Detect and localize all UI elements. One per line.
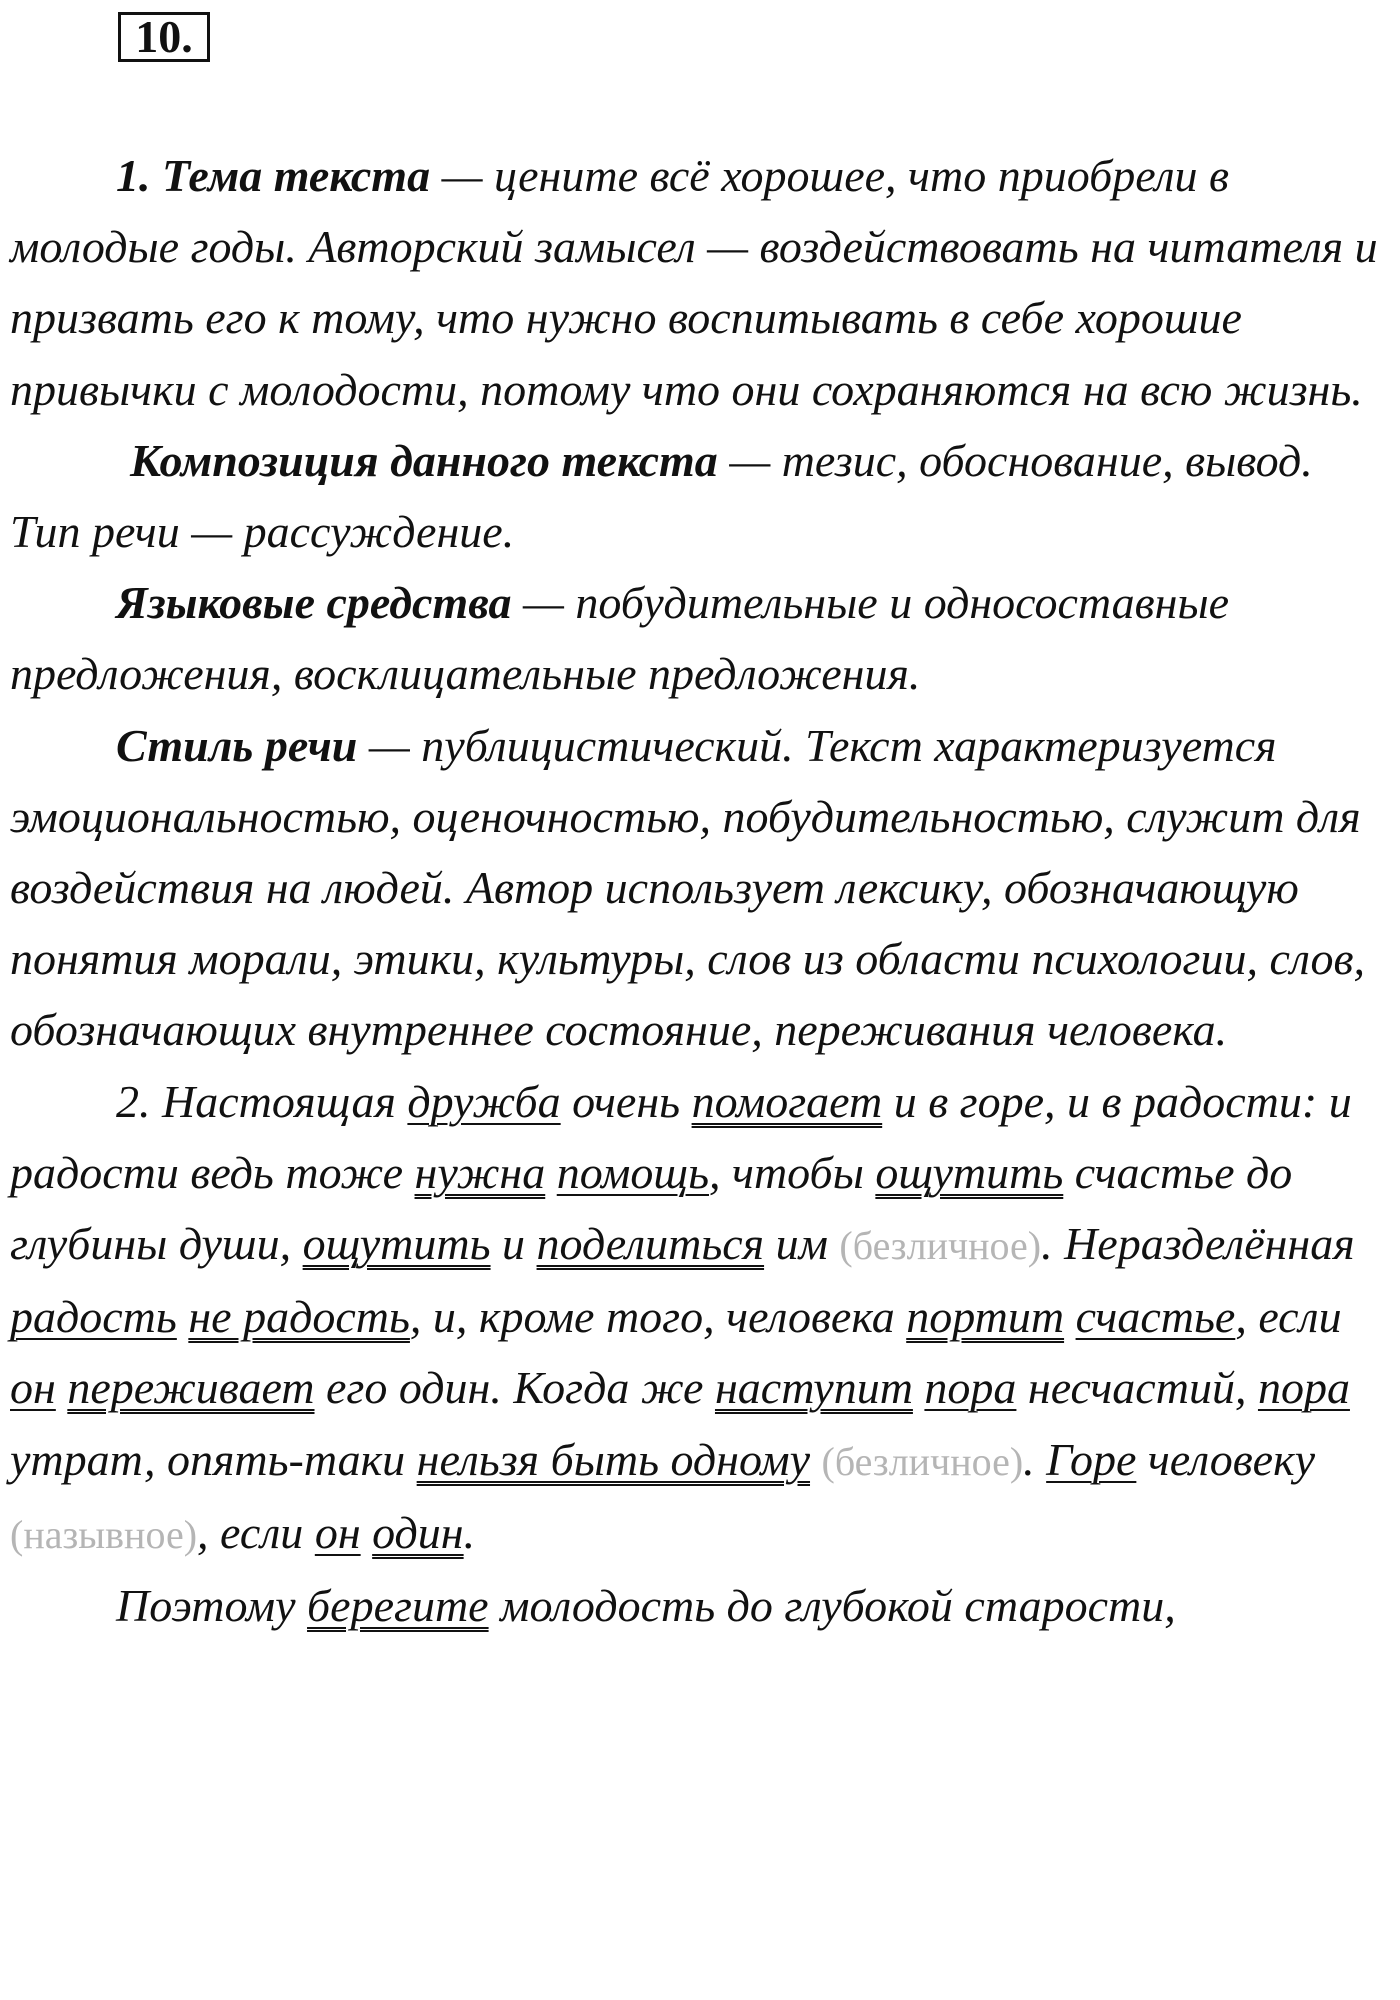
sentence-type-note: (безличное) [839, 1223, 1042, 1269]
answer-text [10, 140, 1390, 1641]
composition-text: — тезис, обоснование, вывод. Тип речи — рассуждение. [10, 434, 1313, 558]
text-fragment [56, 1362, 68, 1413]
predicate-word: ощутить [302, 1218, 491, 1270]
subject-word: пора [1257, 1362, 1350, 1414]
predicate-word: помогает [691, 1075, 883, 1127]
text-fragment: им [764, 1218, 840, 1270]
text-fragment: и [490, 1218, 537, 1270]
predicate-word: ощутить [875, 1146, 1064, 1198]
text-fragment: очень [560, 1075, 692, 1127]
text-fragment [361, 1507, 373, 1558]
subject-word: помощь [556, 1146, 709, 1198]
text-fragment: , если [197, 1506, 315, 1558]
text-fragment: 2. Настоящая [116, 1075, 408, 1127]
text-fragment: . [1023, 1433, 1047, 1485]
predicate-word: не радость [188, 1291, 410, 1343]
text-fragment [1064, 1291, 1076, 1342]
sentence-type-note: (безличное) [821, 1438, 1024, 1484]
subject-word: радость [10, 1291, 177, 1343]
composition-label: Композиция данного текста [130, 434, 718, 486]
text-fragment: Поэтому [116, 1580, 308, 1632]
text-fragment [913, 1362, 925, 1413]
predicate-word: один [372, 1506, 464, 1558]
subject-word: дружба [407, 1075, 561, 1127]
topic-text: — цените всё хорошее, что приобрели в молодые годы. Авторский замысел — воздействовать на читателя и призвать его к тому, что нужно воспитывать в себе хорошие привычки с молодости, потому что они сохраняются на всю жизнь. [10, 150, 1378, 415]
parsed-paragraph [10, 1066, 1390, 1570]
subject-word: он [314, 1506, 361, 1558]
text-fragment: человеку [1136, 1433, 1316, 1485]
text-fragment: . [463, 1506, 476, 1558]
text-fragment: , и, кроме того, человека [409, 1291, 907, 1343]
subject-word: пора [924, 1362, 1017, 1414]
language-label: Языковые средства [116, 577, 512, 629]
text-fragment: , чтобы [709, 1146, 876, 1198]
text-fragment [545, 1147, 557, 1198]
text-fragment: несчастий, [1016, 1362, 1258, 1414]
style-paragraph [10, 710, 1390, 1066]
subject-word: счастье [1075, 1291, 1236, 1343]
subject-word: он [10, 1362, 56, 1414]
text-fragment: и в горе, и в радости: и радости ведь тоже [10, 1075, 1352, 1198]
predicate-word: поделиться [536, 1218, 765, 1270]
text-fragment: утрат, опять-таки [10, 1433, 417, 1485]
text-fragment: счастье до глубины души, [10, 1146, 1293, 1270]
composition-paragraph [10, 425, 1390, 567]
predicate-word: наступит [714, 1362, 913, 1414]
text-fragment: его один. Когда же [314, 1362, 715, 1414]
predicate-word: переживает [67, 1362, 315, 1414]
sentence-type-note: (назывное) [10, 1511, 198, 1557]
text-fragment [177, 1291, 189, 1342]
topic-label: 1. Тема текста [116, 150, 431, 201]
language-text: — побудительные и односоставные предложения, восклицательные предложения. [10, 577, 1230, 700]
style-text: — публицистический. Текст характеризуется эмоциональностью, оценочностью, побудительностью, служит для воздействия на людей. Автор использует лексику, обозначающую понятия морали, этики, культуры, слов из области психологии, слов, обозначающих внутреннее состояние, переживания человека. [10, 719, 1365, 1056]
predicate-word: нужна [414, 1146, 546, 1198]
final-paragraph [10, 1570, 1390, 1641]
language-paragraph [10, 567, 1390, 709]
topic-paragraph [10, 140, 1390, 425]
text-fragment: . Неразделённая [1041, 1218, 1355, 1270]
text-fragment: , если [1235, 1291, 1342, 1343]
task-number-box: 10. [118, 12, 210, 62]
predicate-word: нельзя быть одному [416, 1433, 811, 1485]
subject-word: Горе [1046, 1433, 1137, 1485]
predicate-word: берегите [307, 1580, 489, 1632]
text-fragment [810, 1434, 822, 1485]
text-fragment: молодость до глубокой старости, [488, 1580, 1176, 1632]
style-label: Стиль речи [116, 719, 358, 771]
predicate-word: портит [906, 1291, 1065, 1343]
